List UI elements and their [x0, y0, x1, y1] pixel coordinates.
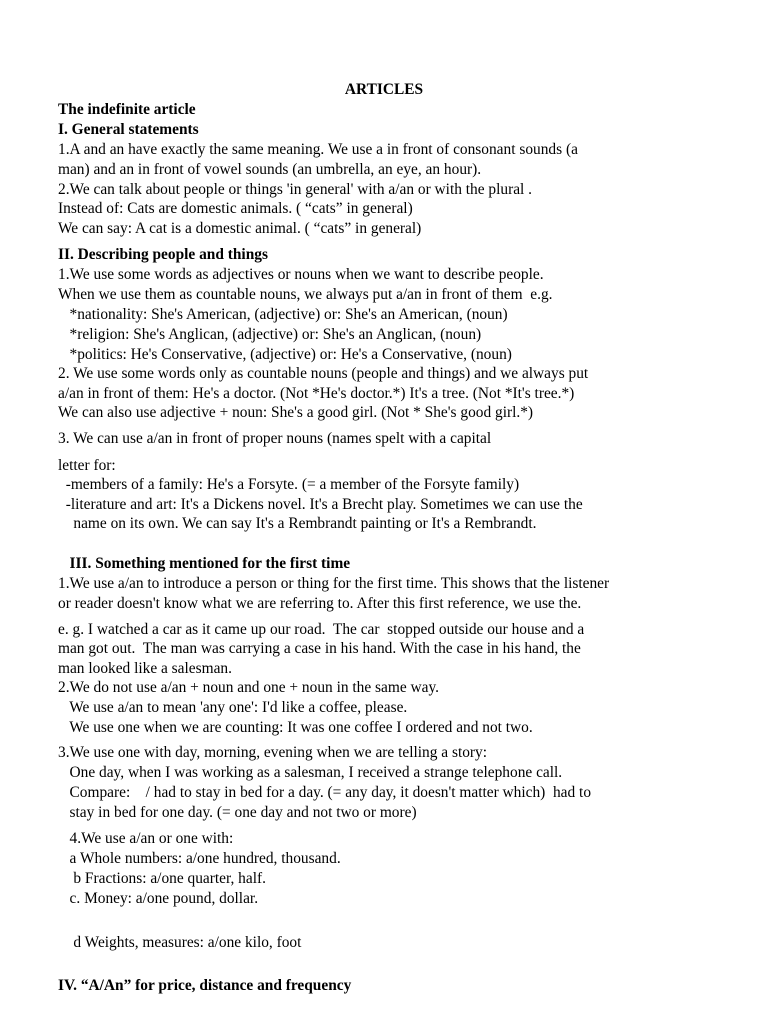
text-line: We use one when we are counting: It was one coffee I ordered and not two.	[58, 719, 533, 736]
text-line: 4.We use a/an or one with:	[58, 830, 234, 847]
text-line: 2.We do not use a/an + noun and one + noun in the same way.	[58, 679, 439, 696]
section-heading: IV. “A/An” for price, distance and frequency	[58, 977, 352, 994]
text-line: a/an in front of them: He's a doctor. (Not *He's doctor.*) It's a tree. (Not *It's tree.*)	[58, 385, 575, 402]
text-line: a Whole numbers: a/one hundred, thousand.	[58, 850, 341, 867]
text-line: -members of a family: He's a Forsyte. (= a member of the Forsyte family)	[58, 476, 520, 493]
text-line: name on its own. We can say It's a Rembrandt painting or It's a Rembrandt.	[58, 515, 537, 532]
text-line: -literature and art: It's a Dickens novel. It's a Brecht play. Sometimes we can use the	[58, 496, 583, 513]
text-line: We use a/an to mean 'any one': I'd like a coffee, please.	[58, 699, 408, 716]
section-heading: The indefinite article	[58, 101, 196, 118]
text-line: man looked like a salesman.	[58, 660, 232, 677]
text-line: Compare: / had to stay in bed for a day. (= any day, it doesn't matter which) had to	[58, 784, 592, 801]
text-line: Instead of: Cats are domestic animals. ( “cats” in general)	[58, 200, 413, 217]
text-line: e. g. I watched a car as it came up our road. The car stopped outside our house and a	[58, 621, 585, 638]
text-line: We can also use adjective + noun: She's a good girl. (Not * She's good girl.*)	[58, 404, 534, 421]
text-line: stay in bed for one day. (= one day and not two or more)	[58, 804, 417, 821]
text-line: *nationality: She's American, (adjective) or: She's an American, (noun)	[58, 306, 508, 323]
text-line: 1.A and an have exactly the same meaning. We use a in front of consonant sounds (a	[58, 141, 578, 158]
text-line: 1.We use a/an to introduce a person or thing for the first time. This shows that the listener	[58, 575, 610, 592]
text-line: We can say: A cat is a domestic animal. ( “cats” in general)	[58, 220, 422, 237]
text-line: 2.We can talk about people or things 'in general' with a/an or with the plural .	[58, 181, 533, 198]
text-line: 3.We use one with day, morning, evening when we are telling a story:	[58, 744, 488, 761]
section-heading: I. General statements	[58, 121, 199, 138]
text-line: b Fractions: a/one quarter, half.	[58, 870, 266, 887]
text-line: *religion: She's Anglican, (adjective) or: She's an Anglican, (noun)	[58, 326, 482, 343]
text-line: *politics: He's Conservative, (adjective) or: He's a Conservative, (noun)	[58, 346, 512, 363]
text-line: c. Money: a/one pound, dollar.	[58, 890, 259, 907]
text-line: 1.We use some words as adjectives or nouns when we want to describe people.	[58, 266, 544, 283]
text-line: d Weights, measures: a/one kilo, foot	[58, 934, 302, 951]
text-line: One day, when I was working as a salesman, I received a strange telephone call.	[58, 764, 563, 781]
text-line: man got out. The man was carrying a case in his hand. With the case in his hand, the	[58, 640, 581, 657]
page-title: ARTICLES	[344, 81, 424, 98]
text-line: 3. We can use a/an in front of proper nouns (names spelt with a capital	[58, 430, 492, 447]
text-line: When we use them as countable nouns, we always put a/an in front of them e.g.	[58, 286, 553, 303]
section-heading: III. Something mentioned for the first time	[58, 555, 351, 572]
text-line: letter for:	[58, 457, 116, 474]
section-heading: II. Describing people and things	[58, 246, 268, 263]
text-line: man) and an in front of vowel sounds (an umbrella, an eye, an hour).	[58, 161, 482, 178]
text-line: 2. We use some words only as countable nouns (people and things) and we always put	[58, 365, 589, 382]
text-line: or reader doesn't know what we are referring to. After this first reference, we use the.	[58, 595, 582, 612]
